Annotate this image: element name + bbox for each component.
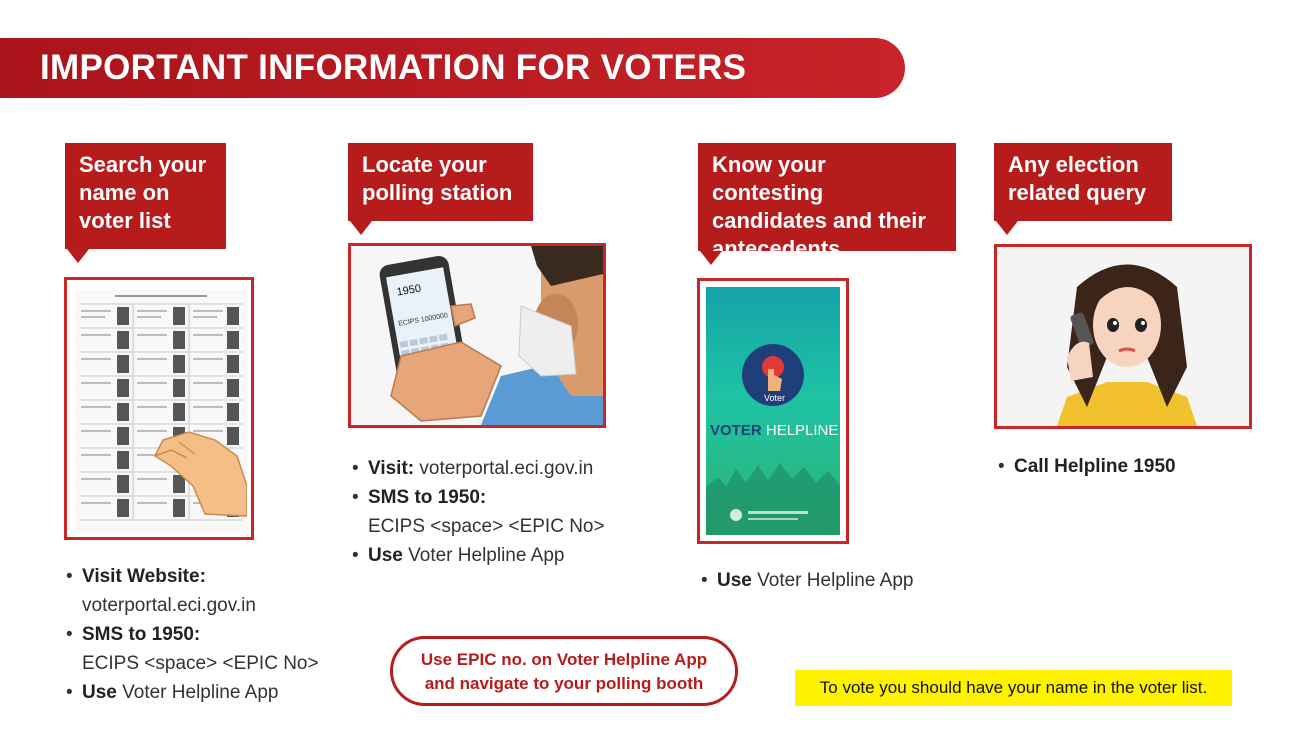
query-bullets <box>996 452 1256 481</box>
epic-navigation-callout <box>390 636 738 706</box>
tag-line: Search your <box>79 152 207 177</box>
page-title: IMPORTANT INFORMATION FOR VOTERS <box>40 48 747 87</box>
list-item <box>64 620 364 678</box>
callout-line: and navigate to your polling booth <box>424 674 704 693</box>
bullet-text: Voter Helpline App <box>757 570 914 591</box>
app-screen <box>706 287 840 535</box>
tag-search-name <box>65 143 226 249</box>
list-item <box>699 566 999 595</box>
helpline-number[interactable]: Call Helpline 1950 <box>1014 456 1176 477</box>
app-name-helpline: HELPLINE <box>761 422 839 439</box>
list-item <box>996 452 1256 481</box>
tag-line: Know your contesting <box>712 152 826 205</box>
search-bullets <box>64 562 364 707</box>
list-item <box>64 678 364 707</box>
website-link[interactable]: voterportal.eci.gov.in <box>419 458 594 479</box>
bullet-text: Voter Helpline App <box>122 682 279 703</box>
phone-sms-text: ECIPS 1000000 <box>397 312 449 328</box>
tag-line: candidates and their <box>712 208 926 233</box>
tag-line: Locate your <box>362 152 487 177</box>
tag-line: antecedents <box>712 236 841 261</box>
app-logo-text: Voter <box>764 393 786 403</box>
phone-number-text: 1950 <box>395 282 423 299</box>
woman-calling-illustration-icon <box>997 247 1249 426</box>
list-item <box>64 562 364 620</box>
bullet-bold: Visit Website: <box>82 566 206 587</box>
bullet-text: ECIPS <space> <EPIC No> <box>368 516 605 537</box>
voter-list-document <box>75 290 243 529</box>
polling-station-image <box>348 243 606 428</box>
voter-list-sheet-icon <box>75 290 247 532</box>
tag-know-candidates <box>698 143 956 261</box>
voter-list-image <box>64 277 254 540</box>
tag-line: voter list <box>79 208 171 233</box>
voter-helpline-logo-icon <box>706 287 840 535</box>
tag-locate-polling <box>348 143 533 221</box>
bullet-bold: Use <box>368 545 403 566</box>
locate-bullets <box>350 454 670 570</box>
tag-line: polling station <box>362 180 513 205</box>
bullet-bold: Visit: <box>368 458 415 479</box>
voter-list-note: To vote you should have your name in the voter list. <box>795 670 1232 706</box>
app-name-voter: VOTER <box>710 422 762 439</box>
helpline-call-image <box>994 244 1252 429</box>
bullet-bold: Use <box>717 570 752 591</box>
bullet-text: Voter Helpline App <box>408 545 565 566</box>
callout-line: Use EPIC no. on Voter Helpline App <box>420 650 708 669</box>
tag-line: name on <box>79 180 170 205</box>
list-item <box>350 483 670 541</box>
svg-text:VOTER HELPLINE <box>710 422 838 439</box>
phone-sms-illustration-icon <box>351 246 603 425</box>
candidates-bullets <box>699 566 999 595</box>
list-item <box>350 541 670 570</box>
bullet-bold: SMS to 1950: <box>82 624 201 645</box>
bullet-bold: SMS to 1950: <box>368 487 487 508</box>
voter-helpline-app-image <box>697 278 849 544</box>
website-link[interactable]: voterportal.eci.gov.in <box>82 595 256 616</box>
tag-line: related query <box>1008 180 1147 205</box>
bullet-bold: Use <box>82 682 117 703</box>
tag-line: Any election <box>1008 152 1139 177</box>
list-item <box>350 454 670 483</box>
tag-election-query <box>994 143 1172 221</box>
bullet-text: ECIPS <space> <EPIC No> <box>82 653 319 674</box>
title-banner <box>0 38 905 98</box>
